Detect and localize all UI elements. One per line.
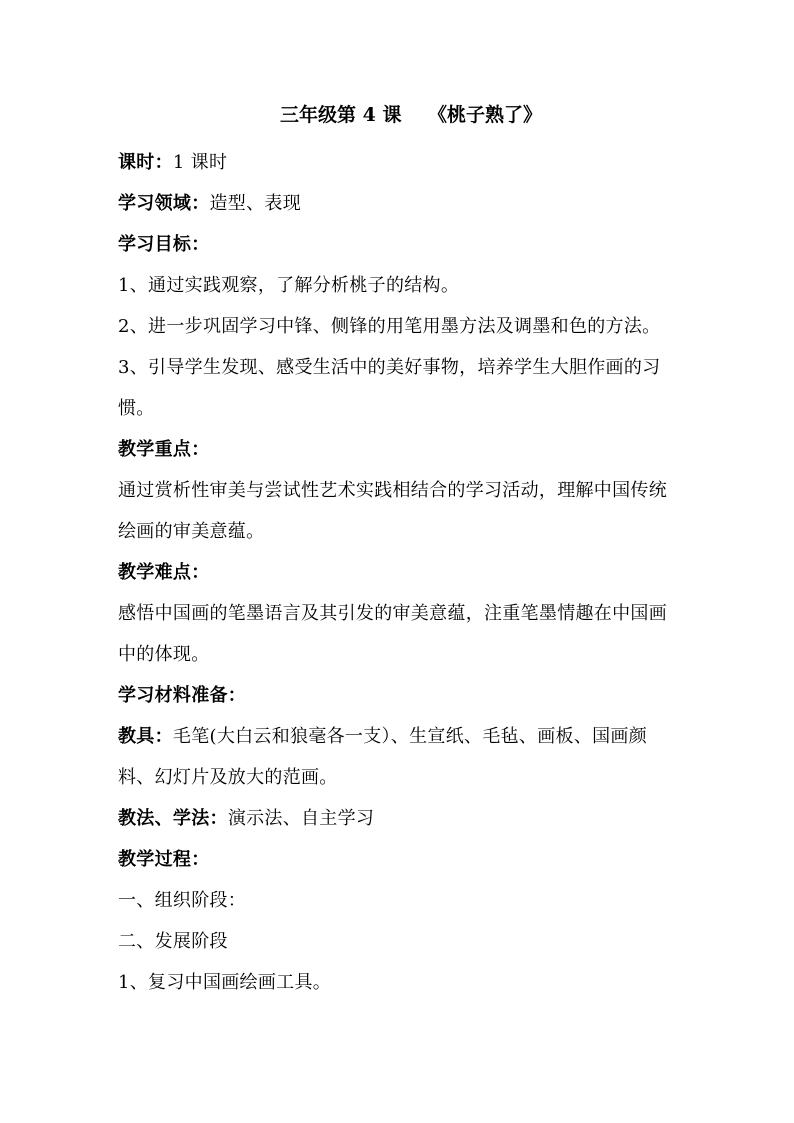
objective-item-3-continued: 惯。 [118,398,155,419]
difficulties-heading: 教学难点： [118,562,210,583]
document-body [118,100,684,1003]
class-hours-value: 1 课时 [172,152,228,173]
objectives-heading: 学习目标： [118,234,210,255]
materials-heading: 学习材料准备： [118,685,247,706]
objective-item-1: 1、通过实践观察，了解分析桃子的结构。 [118,275,460,296]
learning-field-row [118,183,684,224]
difficulties-text-line-1: 感悟中国画的笔墨语言及其引发的审美意蕴，注重笔墨情趣在中国画 [118,603,667,624]
objective-item-3: 3、引导学生发现、感受生活中的美好事物，培养学生大胆作画的习 [118,357,661,378]
difficulties-text-line-2: 中的体现。 [118,644,210,665]
objective-item-2: 2、进一步巩固学习中锋、侧锋的用笔用墨方法及调墨和色的方法。 [118,316,661,337]
learning-field-label: 学习领域： [118,193,210,214]
teaching-tools-line-2: 料、幻灯片及放大的范画。 [118,767,338,788]
key-points-heading: 教学重点： [118,439,210,460]
methods-row [118,798,684,839]
class-hours-label: 课时： [118,152,173,173]
teaching-tools-line-1: 毛笔(大白云和狼毫各一支）、生宣纸、毛毡、画板、国画颜 [172,726,648,747]
key-points-text-line-1: 通过赏析性审美与尝试性艺术实践相结合的学习活动，理解中国传统 [118,480,667,501]
process-heading: 教学过程： [118,849,210,870]
process-item-develop: 二、发展阶段 [118,931,228,952]
process-item-organize: 一、组织阶段： [118,890,247,911]
learning-field-value: 造型、表现 [209,193,301,214]
lesson-title: 三年级第 4 课 《桃子熟了》 [280,104,542,126]
process-item-review-tools: 1、复习中国画绘画工具。 [118,972,332,993]
teaching-tools-label: 教具： [118,726,173,747]
methods-value: 演示法、自主学习 [227,808,375,829]
class-hours-row [118,142,684,183]
key-points-text-line-2: 绘画的审美意蕴。 [118,521,265,542]
teaching-tools-row [118,716,684,757]
methods-label: 教法、学法： [118,808,228,829]
